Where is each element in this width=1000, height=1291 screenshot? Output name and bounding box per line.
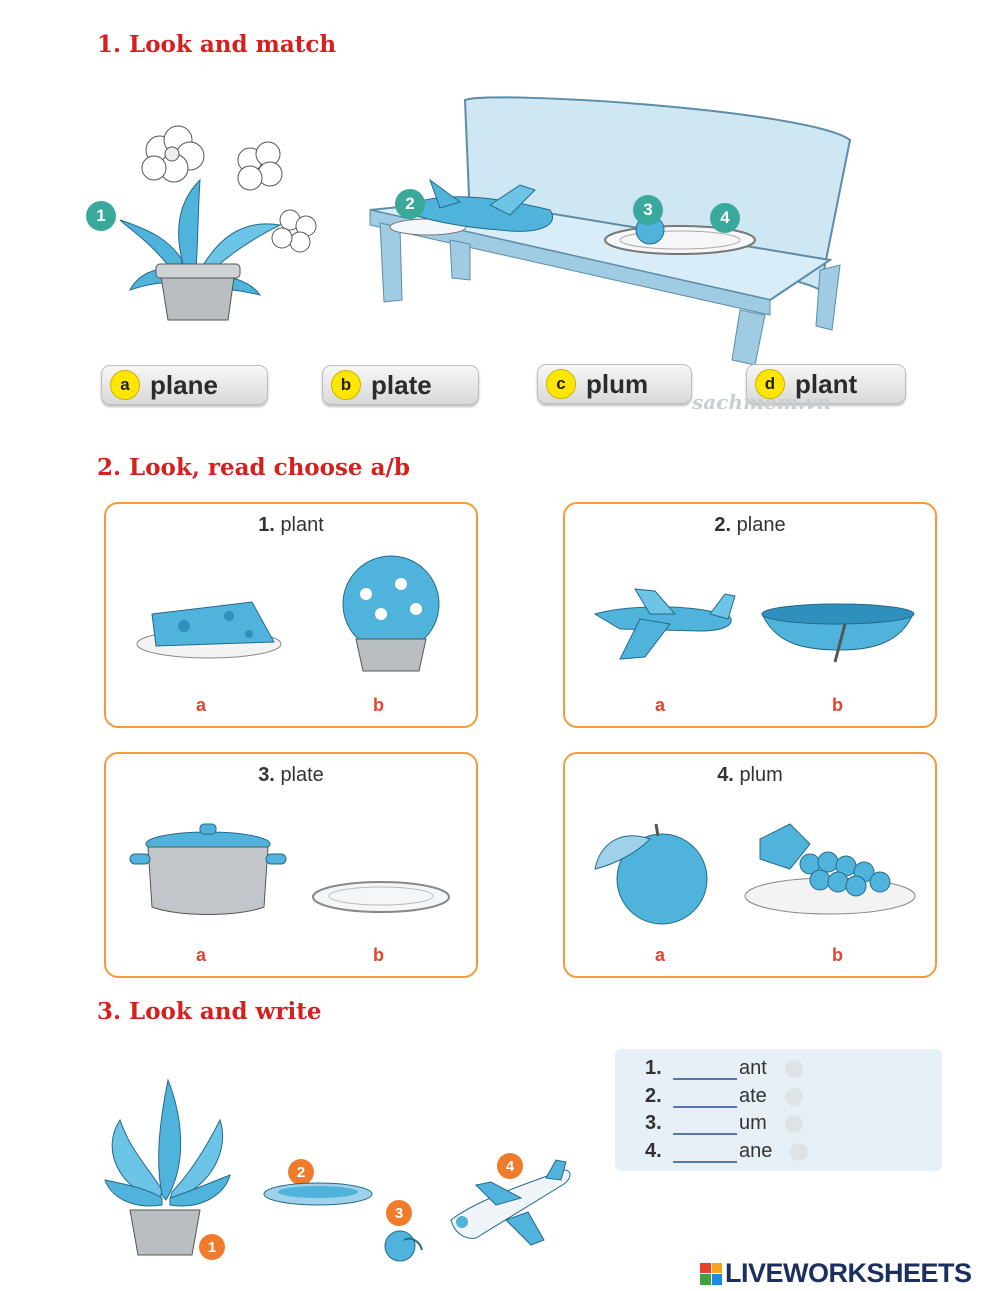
row-number: 2.: [645, 1085, 662, 1107]
write-row-3: [645, 1112, 803, 1135]
section3-heading: [97, 998, 321, 1025]
item-number-4: 4: [710, 203, 740, 233]
section3-title: Look and write: [129, 998, 322, 1025]
row-suffix: ant: [739, 1057, 767, 1079]
plate-image: [311, 879, 451, 919]
write-row-4: [645, 1140, 808, 1163]
row-suffix: um: [739, 1112, 767, 1134]
write-row-2: [645, 1085, 803, 1108]
option-a-pill[interactable]: [101, 365, 268, 405]
answer-blank-2[interactable]: [673, 1086, 737, 1108]
choice-b[interactable]: b: [373, 945, 384, 965]
choice-b[interactable]: b: [373, 695, 384, 715]
liveworksheets-logo: [700, 1258, 972, 1289]
question-num: 2.: [714, 514, 732, 536]
option-word-plane: plane: [150, 369, 218, 400]
check-indicator: [790, 1143, 808, 1161]
option-word-plum: plum: [586, 368, 649, 399]
option-word-plate: plate: [371, 369, 432, 400]
row-number: 3.: [645, 1112, 662, 1134]
choice-b[interactable]: b: [832, 945, 843, 965]
item-number-3: 3: [386, 1200, 412, 1226]
plane-image: [446, 1160, 574, 1245]
row-suffix: ate: [739, 1085, 767, 1107]
question-box-1: [104, 502, 478, 728]
pot-image: [128, 819, 288, 919]
item-number-3: 3: [633, 195, 663, 225]
flower-plant-image: [110, 120, 330, 330]
question-word: plane: [736, 514, 786, 536]
check-indicator: [785, 1088, 803, 1106]
bench-image: [370, 90, 870, 370]
choice-b[interactable]: b: [832, 695, 843, 715]
plate-image: [262, 1180, 374, 1210]
grapes-image: [740, 824, 915, 919]
logo-grid-icon: [700, 1263, 722, 1285]
plum-image: [382, 1228, 424, 1264]
item-number-2: 2: [395, 189, 425, 219]
choice-a[interactable]: a: [655, 695, 666, 715]
row-number: 1.: [645, 1057, 662, 1079]
section3-number: 3.: [97, 998, 122, 1025]
write-box: [615, 1049, 942, 1171]
row-number: 4.: [645, 1140, 662, 1162]
question-title-4: [565, 764, 935, 787]
question-word: plum: [739, 764, 783, 786]
answer-blank-4[interactable]: [673, 1141, 737, 1163]
section1-heading: 1. Look and match: [97, 31, 337, 58]
question-box-3: [104, 752, 478, 978]
question-num: 1.: [258, 514, 275, 536]
answer-blank-1[interactable]: [673, 1058, 737, 1080]
choice-a[interactable]: a: [196, 945, 207, 965]
question-num: 4.: [717, 764, 734, 786]
question-title-2: [565, 514, 935, 537]
item-number-1: 1: [199, 1234, 225, 1260]
option-letter-c: c: [546, 369, 576, 399]
plant-image: [321, 559, 461, 674]
option-letter-d: d: [755, 369, 785, 399]
row-suffix: ane: [739, 1140, 773, 1162]
question-title-1: [106, 514, 476, 537]
answer-blank-3[interactable]: [673, 1113, 737, 1135]
item-number-4: 4: [497, 1153, 523, 1179]
item-number-1: 1: [86, 201, 116, 231]
check-indicator: [785, 1060, 803, 1078]
item-number-2: 2: [288, 1159, 314, 1185]
question-word: plant: [280, 514, 324, 536]
option-letter-a: a: [110, 370, 140, 400]
option-letter-b: b: [331, 370, 361, 400]
question-num: 3.: [258, 764, 275, 786]
option-b-pill[interactable]: [322, 365, 479, 405]
brand-name: LIVEWORKSHEETS: [725, 1258, 972, 1288]
option-word-plant: plant: [795, 368, 858, 399]
plane-image: [590, 589, 740, 664]
choice-a[interactable]: a: [655, 945, 666, 965]
question-box-4: [563, 752, 937, 978]
question-box-2: [563, 502, 937, 728]
option-c-pill[interactable]: [537, 364, 692, 404]
section2-title: Look, read choose a/b: [129, 454, 410, 481]
section2-heading: [97, 454, 410, 481]
question-word: plate: [280, 764, 324, 786]
question-title-3: [106, 764, 476, 787]
choice-a[interactable]: a: [196, 695, 207, 715]
check-indicator: [785, 1115, 803, 1133]
cheese-image: [134, 594, 284, 664]
plum-image: [590, 824, 720, 924]
write-row-1: [645, 1057, 803, 1080]
section2-number: 2.: [97, 454, 122, 481]
boat-image: [760, 584, 915, 669]
watermark: sachmem.vn: [692, 390, 832, 414]
